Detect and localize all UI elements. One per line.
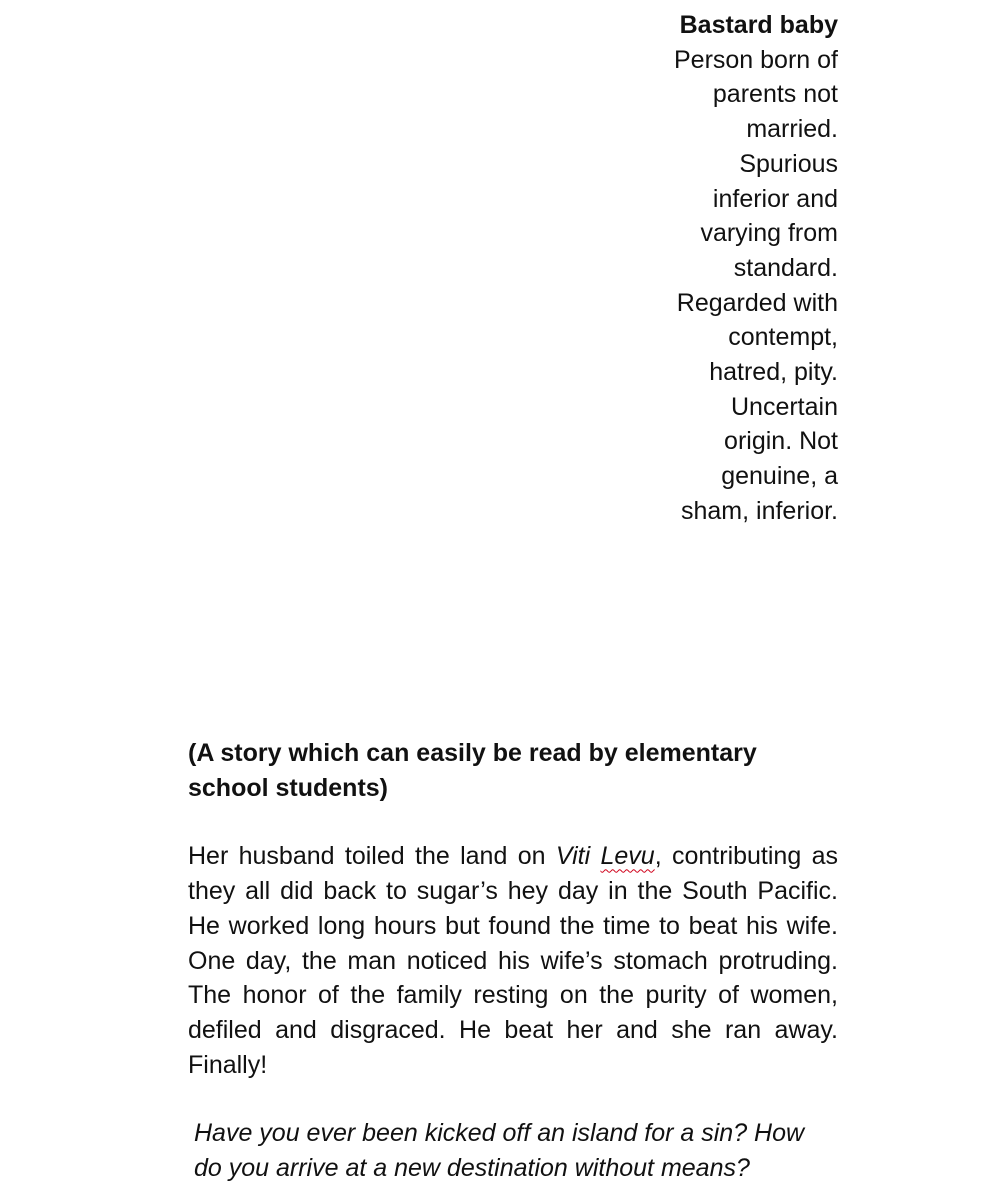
story-intro: (A story which can easily be read by elementary school students)	[188, 739, 757, 802]
paragraph-text-before: Her husband toiled the land on	[188, 842, 556, 871]
definition-block	[672, 8, 838, 529]
definition-text: Person born of parents not married. Spurious inferior and varying from standard. Regarded with contempt, hatred, pity. Uncertain origin. Not genuine, a sham, inferior.	[674, 45, 838, 525]
story-paragraph	[188, 839, 838, 1082]
story-question: Have you ever been kicked off an island for a sin? How do you arrive at a new destination without means?	[194, 1119, 805, 1183]
paragraph-text-after: , contributing as they all did back to sugar’s hey day in the South Pacific. He worked long hours but found the time to beat his wife. One day, the man noticed his wife’s stomach protruding. The honor of the family resting on the purity of women, defiled and disgraced. He beat her and she ran away. Finally!	[188, 842, 838, 1079]
place-name-part1: Viti	[555, 842, 601, 871]
spellcheck-flagged-word[interactable]: Levu	[600, 842, 655, 871]
definition-term: Bastard baby	[679, 11, 838, 39]
story-section	[188, 736, 838, 1186]
place-name	[556, 842, 655, 870]
